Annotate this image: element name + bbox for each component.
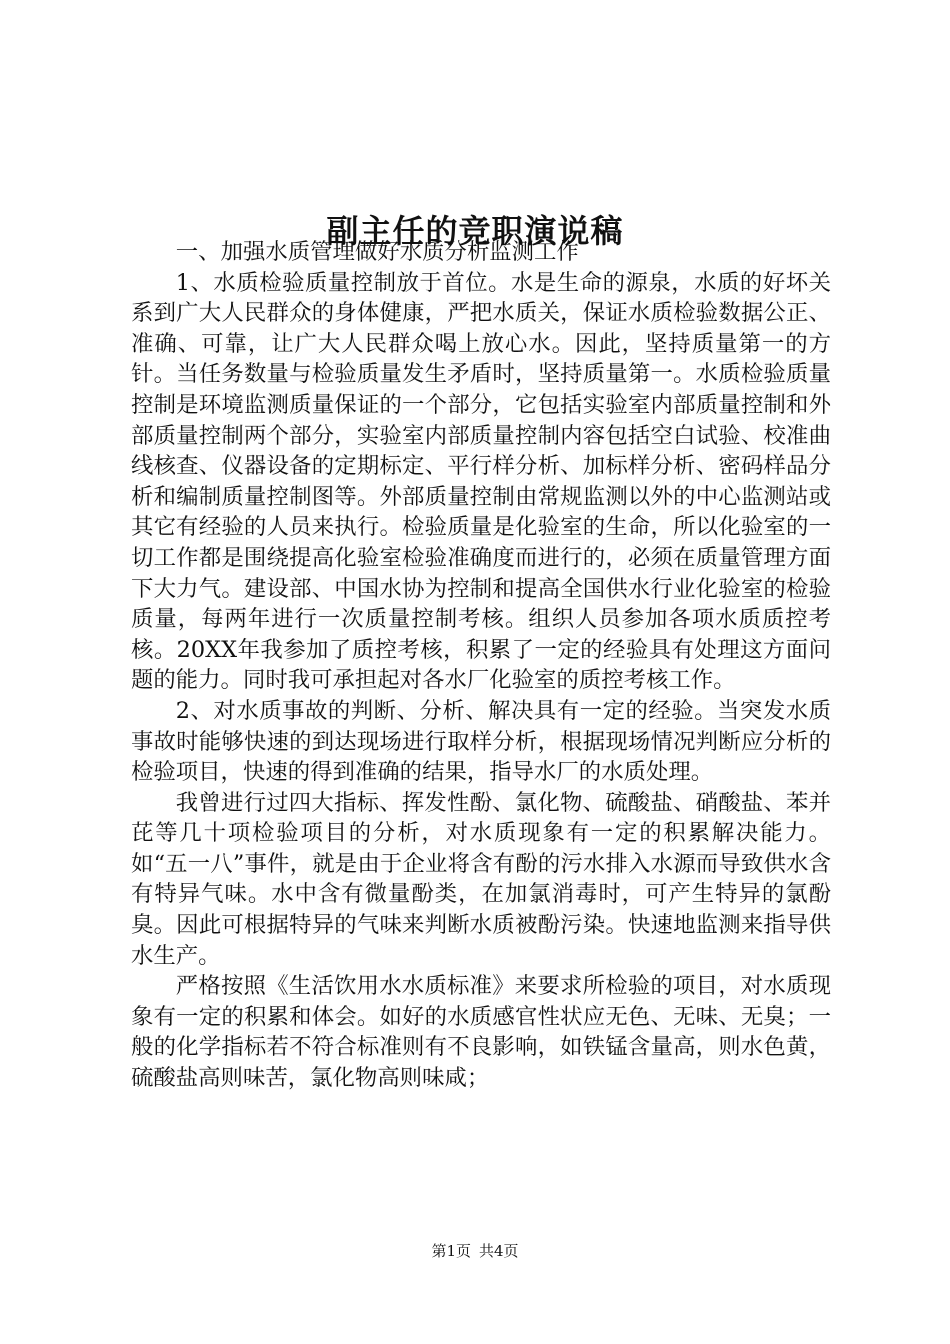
paragraph: 我曾进行过四大指标、挥发性酚、氯化物、硫酸盐、硝酸盐、苯并芘等几十项检验项目的分析，对水质现象有一定的积累解决能力。如“五一八”事件，就是由于企业将含有酚的污水排入水源而导致供水含有特异气味。水中含有微量酚类，在加氯消毒时，可产生特异的氯酚臭。因此可根据特异的气味来判断水质被酚污染。快速地监测来指导供水生产。 xyxy=(131,789,831,969)
page-footer xyxy=(0,1240,950,1262)
page-number: 第1页 xyxy=(431,1242,471,1260)
paragraph: 严格按照《生活饮用水水质标准》来要求所检验的项目，对水质现象有一定的积累和体会。如好的水质感官性状应无色、无味、无臭；一般的化学指标若不符合标准则有不良影响，如铁锰含量高，则水色黄，硫酸盐高则味苦，氯化物高则味咸； xyxy=(131,973,831,1092)
document-body xyxy=(131,237,831,1094)
paragraph: 2、对水质事故的判断、分析、解决具有一定的经验。当突发水质事故时能够快速的到达现场进行取样分析，根据现场情况判断应分析的检验项目，快速的得到准确的结果，指导水厂的水质处理。 xyxy=(131,697,831,786)
page-total: 共4页 xyxy=(479,1242,519,1260)
section-heading: 一、加强水质管理做好水质分析监测工作 xyxy=(175,239,579,265)
page-title: 副主任的竞职演说稿 xyxy=(326,212,624,251)
paragraph: 1、水质检验质量控制放于首位。水是生命的源泉，水质的好坏关系到广大人民群众的身体健康，严把水质关，保证水质检验数据公正、准确、可靠，让广大人民群众喝上放心水。因此，坚持质量第一的方针。当任务数量与检验质量发生矛盾时，坚持质量第一。水质检验质量控制是环境监测质量保证的一个部分，它包括实验室内部质量控制和外部质量控制两个部分，实验室内部质量控制内容包括空白试验、校准曲线核查、仪器设备的定期标定、平行样分析、加标样分析、密码样品分析和编制质量控制图等。外部质量控制由常规监测以外的中心监测站或其它有经验的人员来执行。检验质量是化验室的生命，所以化验室的一切工作都是围绕提高化验室检验准确度而进行的，必须在质量管理方面下大力气。建设部、中国水协为控制和提高全国供水行业化验室的检验质量，每两年进行一次质量控制考核。组织人员参加各项水质质控考核。20XX年我参加了质控考核，积累了一定的经验具有处理这方面问题的能力。同时我可承担起对各水厂化验室的质控考核工作。 xyxy=(131,269,831,694)
